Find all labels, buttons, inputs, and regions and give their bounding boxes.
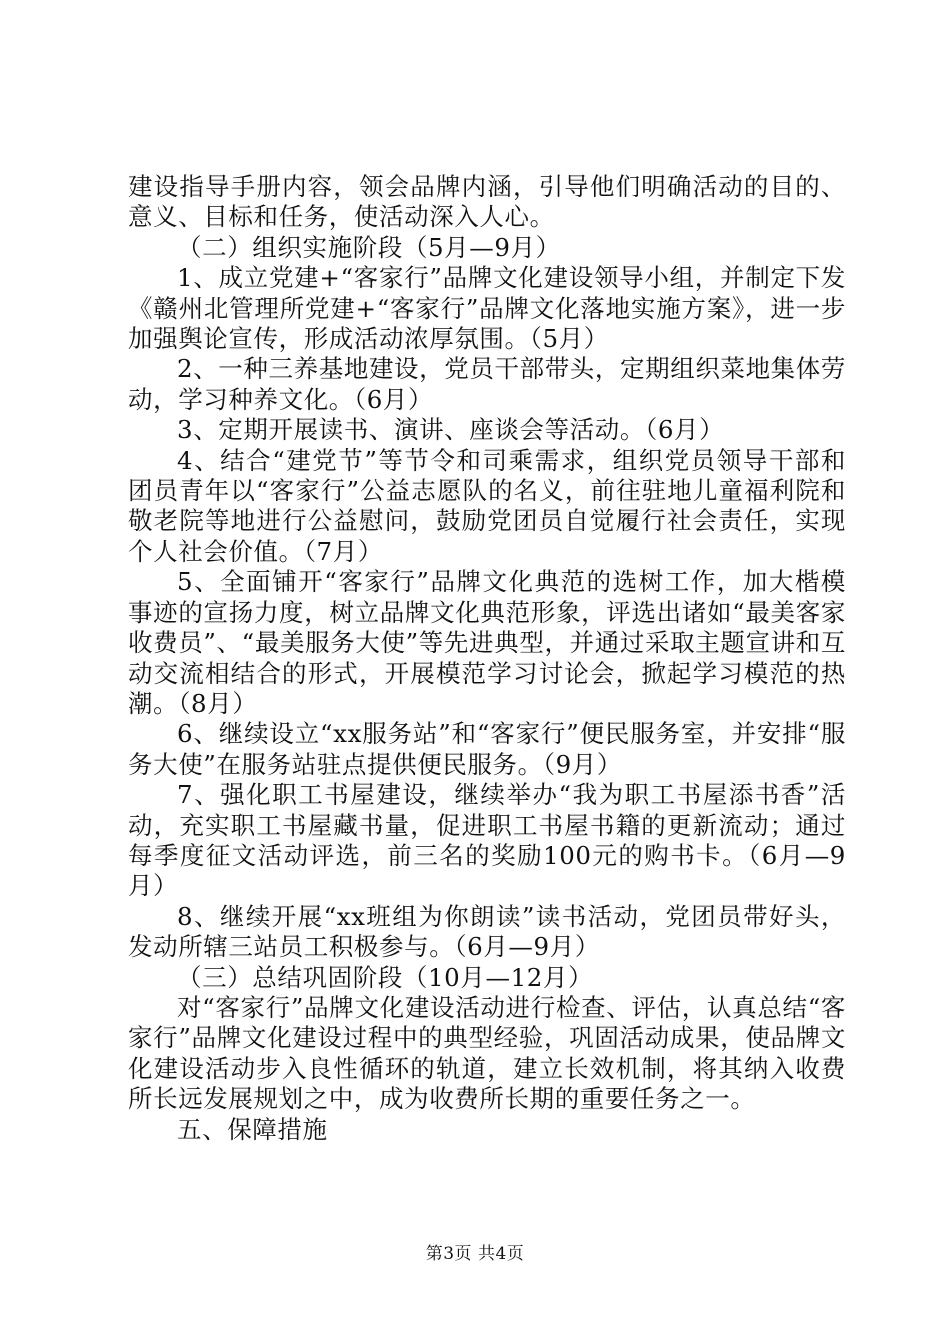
section-heading-summary: （三）总结巩固阶段（10月—12月） <box>177 962 594 992</box>
list-item-8: 8、继续开展“xx班组为你朗读”读书活动，党团员带好头，发动所辖三站员工积极参与。（6月—9月） <box>128 901 846 962</box>
list-item-2: 2、一种三养基地建设，党员干部带头，定期组织菜地集体劳动，学习种养文化。（6月） <box>128 354 846 414</box>
list-item-6: 6、继续设立“xx服务站”和“客家行”便民服务室，并安排“服务大使”在服务站驻点提供便民服务。（9月） <box>128 719 846 779</box>
section-heading-safeguards: 五、保障措施 <box>177 1114 328 1144</box>
paragraph-continuation: 建设指导手册内容，领会品牌内涵，引导他们明确活动的目的、意义、目标和任务，使活动深入人心。 <box>128 172 846 232</box>
list-item-4: 4、结合“建党节”等节令和司乘需求，组织党员领导干部和团员青年以“客家行”公益志愿队的名义，前往驻地儿童福利院和敬老院等地进行公益慰问，鼓励党团员自觉履行社会责任，实现个人社会价值。（7月） <box>128 445 846 566</box>
list-item-7: 7、强化职工书屋建设，继续举办“我为职工书屋添书香”活动，充实职工书屋藏书量，促进职工书屋书籍的更新流动；通过每季度征文活动评选，前三名的奖励100元的购书卡。（6月—9月） <box>128 780 846 901</box>
section-heading-implementation: （二）组织实施阶段（5月—9月） <box>177 232 561 262</box>
list-item-3: 3、定期开展读书、演讲、座谈会等活动。（6月） <box>177 415 725 445</box>
document-body <box>128 172 846 1145</box>
list-item-1: 1、成立党建+“客家行”品牌文化建设领导小组，并制定下发《赣州北管理所党建+“客家行”品牌文化落地实施方案》，进一步加强舆论宣传，形成活动浓厚氛围。（5月） <box>128 263 846 354</box>
page-footer: 第3页 共4页 <box>425 1244 525 1264</box>
paragraph-summary: 对“客家行”品牌文化建设活动进行检查、评估，认真总结“客家行”品牌文化建设过程中的典型经验，巩固活动成果，使品牌文化建设活动步入良性循环的轨道，建立长效机制，将其纳入收费所长远发展规划之中，成为收费所长期的重要任务之一。 <box>128 992 846 1114</box>
list-item-5: 5、全面铺开“客家行”品牌文化典范的选树工作，加大楷模事迹的宣扬力度，树立品牌文化典范形象，评选出诸如“最美客家收费员”、“最美服务大使”等先进典型，并通过采取主题宣讲和互动交流相结合的形式，开展模范学习讨论会，掀起学习模范的热潮。（8月） <box>128 567 846 718</box>
